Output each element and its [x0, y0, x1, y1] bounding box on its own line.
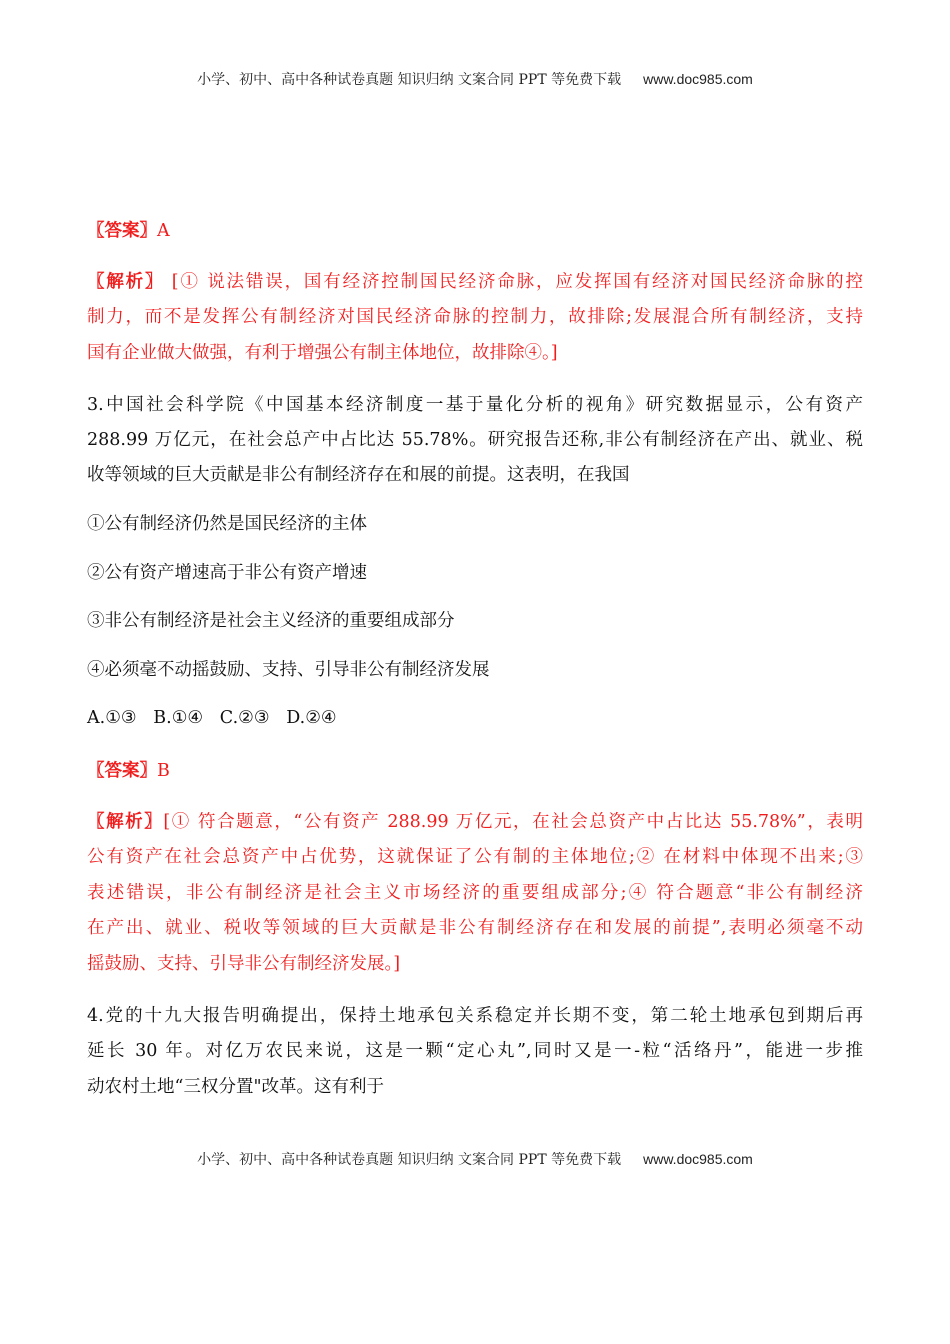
- answer-tag: 〖答案〗: [87, 221, 157, 241]
- header-url: www.doc985.com: [643, 71, 753, 87]
- q2-answer: [87, 219, 863, 243]
- q3-analysis-line: 表述错误，非公有制经济是社会主义市场经济的重要组成部分;④ 符合题意“非公有制经济: [87, 883, 863, 903]
- analysis-tag: 〖解析〗: [87, 272, 165, 292]
- q2-analysis-line: 国有企业做大做强，有利于增强公有制主体地位，故排除④。]: [87, 343, 558, 363]
- answer-tag: 〖答案〗: [87, 761, 157, 781]
- q3-stem-line: 288.99 万亿元，在社会总产中占比达 55.78%。研究报告还称,非公有制经济在产出、就业、税: [87, 430, 863, 450]
- q3-statement: ③非公有制经济是社会主义经济的重要组成部分: [87, 611, 455, 631]
- q3-analysis-line: [87, 810, 863, 834]
- option-c: C.②③: [219, 708, 270, 728]
- q3-stem-line: 3.中国社会科学院《中国基本经济制度一基于量化分析的视角》研究数据显示，公有资产: [87, 395, 863, 415]
- footer-text: 小学、初中、高中各种试卷真题 知识归纳 文案合同 PPT 等免费下载: [197, 1152, 622, 1168]
- q4-stem-line: 4.党的十九大报告明确提出，保持土地承包关系稳定并长期不变，第二轮土地承包到期后再: [87, 1006, 863, 1026]
- q3-stem-line: 收等领域的巨大贡献是非公有制经济存在和展的前提。这表明，在我国: [87, 465, 630, 485]
- option-d: D.②④: [286, 708, 337, 728]
- option-b: B.①④: [153, 708, 204, 728]
- q3-statement: ②公有资产增速高于非公有资产增速: [87, 563, 367, 583]
- q3-statement: ④必须毫不动摇鼓励、支持、引导非公有制经济发展: [87, 660, 490, 680]
- answer-value: A: [157, 221, 170, 241]
- q4-stem-line: 延长 30 年。对亿万农民来说，这是一颗“定心丸”,同时又是一-粒“活络丹”，能进一步推: [87, 1041, 863, 1061]
- q3-analysis-line: 在产出、就业、税收等领域的巨大贡献是非公有制经济存在和发展的前提”,表明必须毫不动: [87, 918, 863, 938]
- q2-analysis-line: [87, 270, 863, 294]
- header-text: 小学、初中、高中各种试卷真题 知识归纳 文案合同 PPT 等免费下载: [197, 72, 622, 88]
- analysis-tag: 〖解析〗: [87, 812, 164, 832]
- q3-statement: ①公有制经济仍然是国民经济的主体: [87, 514, 367, 534]
- answer-value: B: [157, 761, 170, 781]
- option-a: A.①③: [87, 708, 137, 728]
- analysis-text: [① 符合题意，“公有资产 288.99 万亿元，在社会总资产中占比达 55.78%”，表明: [163, 812, 864, 832]
- q2-analysis-line: 制力，而不是发挥公有制经济对国民经济命脉的控制力，故排除;发展混合所有制经济，支持: [87, 307, 863, 327]
- page-header: [0, 69, 950, 89]
- analysis-text: [① 说法错误，国有经济控制国民经济命脉，应发挥国有经济对国民经济命脉的控: [164, 272, 864, 292]
- q4-stem-line: 动农村土地“三权分置"改革。这有利于: [87, 1077, 384, 1097]
- q3-analysis-line: 公有资产在社会总资产中占优势，这就保证了公有制的主体地位;② 在材料中体现不出来;③: [87, 847, 863, 867]
- q3-answer: [87, 759, 863, 783]
- q3-analysis-line: 摇鼓励、支持、引导非公有制经济发展。]: [87, 954, 401, 974]
- page-footer: [0, 1149, 950, 1169]
- footer-url: www.doc985.com: [643, 1151, 753, 1167]
- q3-options: [87, 706, 863, 730]
